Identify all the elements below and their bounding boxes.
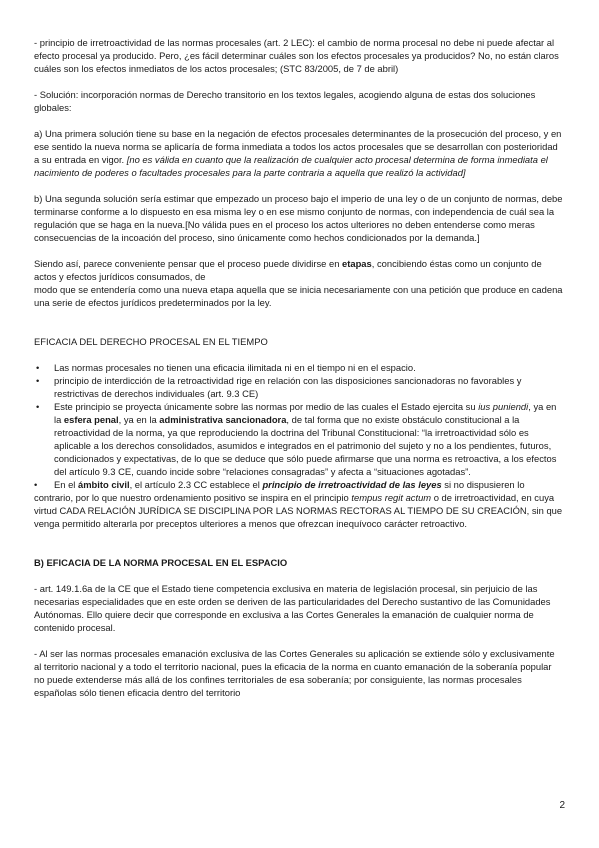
bullet-text-bold-italic: principio de irretroactividad de las leyes	[262, 479, 442, 490]
primera-solucion-note: [no es válida en cuanto que la realización de cualquier acto procesal determina de forma inmediata el nacimiento de poderes o facultades procesales para la parte contraria a aquella que realizó la actividad]	[34, 154, 548, 178]
bullet-text: , ya en la	[54, 401, 557, 425]
paragraph-etapas	[34, 257, 564, 309]
heading-eficacia-espacio: B) EFICACIA DE LA NORMA PROCESAL EN EL ESPACIO	[34, 557, 288, 568]
bullet-text: si no dispusieren lo contrario, por lo que nuestro ordenamiento positivo se inspira en el principio	[34, 479, 525, 503]
etapas-bold: etapas	[342, 258, 372, 269]
etapas-text-3: modo que se entendería como una nueva etapa aquella que se inicia necesariamente con una petición que produce en cadena una serie de efectos jurídicos predeterminados por la ley.	[34, 284, 563, 308]
bullet-list	[34, 361, 564, 530]
list-item	[34, 478, 564, 530]
primera-solucion-text: a) Una primera solución tiene su base en la negación de efectos procesales determinantes de la prosecución del proceso, y en ese sentido la nueva norma se aplicaría de forma inmediata a todos los actos procesales que se desarrollan con posterioridad a su entrada en vigor.	[34, 128, 562, 165]
bullet-text: , de tal forma que no existe obstáculo constitucional a la retroactividad de la norma, ya que reproduciendo la doctrina del Tribunal Constitucional: “la irretroactividad sólo es aplicable a los derechos consolidados, asumidos e integrados en el patrimonio del sujeto y no a los pendientes, futuros, condicionados y expectativas, de lo que se deduce que sólo puede afirmarse que una norma es retroactiva, a los efectos del artículo 9.3 CE, cuando incide sobre “relaciones consagradas” y afecta a “situaciones agotadas”.	[54, 414, 557, 477]
paragraph-competencia: - art. 149.1.6a de la CE que el Estado tiene competencia exclusiva en materia de legislación procesal, sin perjuicio de las necesarias especialidades que en este orden se deriven de las particularidades del Derecho sustantivo de las Comunidades Autónomas. Ello quiere decir que corresponde en exclusiva a las Cortes Generales la emanación de cualquier norma de contenido procesal.	[34, 583, 551, 633]
paragraph-segunda-solucion: b) Una segunda solución sería estimar que empezado un proceso bajo el imperio de una ley o de un conjunto de normas, debe terminarse conforme a lo dispuesto en esa misma ley o en ese mismo conjunto de normas, con independencia de cuál sea la regulación que se haga en la nueva.[No válida pues en el proceso los actos ulteriores no deben entenderse como meras consecuencias de la incoación del proceso, sino únicamente como hechos condicionados por la demanda.]	[34, 193, 563, 243]
etapas-text-2: , concibiendo éstas como un conjunto de actos y efectos jurídicos consumados, de	[34, 258, 542, 282]
bullet-icon: •	[36, 375, 40, 386]
bullet-icon: •	[34, 479, 38, 490]
bullet-text-bold: esfera penal	[63, 414, 119, 425]
list-item	[34, 361, 564, 374]
bullet-text-bold: administrativa sancionadora	[159, 414, 287, 425]
bullet-text: , el artículo 2.3 CC establece el	[129, 479, 263, 490]
bullet-icon: •	[36, 401, 40, 412]
bullet-icon: •	[36, 362, 40, 373]
bullet-text: En el	[54, 479, 78, 490]
bullet-text-bold: ámbito civil	[77, 479, 130, 490]
page-number: 2	[559, 800, 565, 811]
paragraph-irretroactividad: - principio de irretroactividad de las normas procesales (art. 2 LEC): el cambio de norma procesal no debe ni puede afectar al efecto procesal ya producido. Pero, ¿es fácil determinar cuáles son los efectos procesales ya producidos? No, no están claros cuáles son los efectos inmediatos de los actos procesales; (STC 83/2005, de 7 de abril)	[34, 37, 559, 74]
paragraph-solucion: - Solución: incorporación normas de Derecho transitorio en los textos legales, acogiendo alguna de estas dos soluciones globales:	[34, 89, 536, 113]
bullet-text: Este principio se proyecta únicamente sobre las normas por medio de las cuales el Estado ejercita su	[54, 401, 479, 412]
list-item	[34, 374, 564, 400]
etapas-text-1: Siendo así, parece conveniente pensar que el proceso puede dividirse en	[34, 258, 343, 269]
heading-eficacia-tiempo: EFICACIA DEL DERECHO PROCESAL EN EL TIEMPO	[34, 336, 268, 347]
bullet-text-italic: ius puniendi	[478, 401, 529, 412]
document-page	[34, 36, 564, 699]
bullet-text: Las normas procesales no tienen una eficacia ilimitada ni en el tiempo ni en el espacio.	[54, 362, 416, 373]
bullet-text-italic: tempus regit actum	[351, 492, 432, 503]
paragraph-primera-solucion	[34, 127, 564, 179]
bullet-text: principio de interdicción de la retroactividad rige en relación con las disposiciones sancionadoras no favorables y restrictivas de derechos individuales (art. 9.3 CE)	[54, 375, 522, 399]
bullet-text: , ya en la	[118, 414, 160, 425]
bullet-text: o de irretroactividad, en cuya virtud CADA RELACIÓN JURÍDICA SE DISCIPLINA POR LAS NORMAS RECTORAS AL TIEMPO DE SU CREACIÓN, sin que venga permitido alterarla por preceptos ulteriores a menos que ofrezcan inequívoco carácter retroactivo.	[34, 492, 563, 529]
paragraph-territorio: - Al ser las normas procesales emanación exclusiva de las Cortes Generales su aplicación se extiende sólo y exclusivamente al territorio nacional y a todo el territorio nacional, pues la eficacia de la norma en cuanto emanación de la soberanía popular no puede extenderse más allá de los confines territoriales de esa soberanía; por consiguiente, las normas procesales españolas sólo tienen eficacia dentro del territorio	[34, 648, 555, 698]
list-item	[34, 400, 564, 478]
